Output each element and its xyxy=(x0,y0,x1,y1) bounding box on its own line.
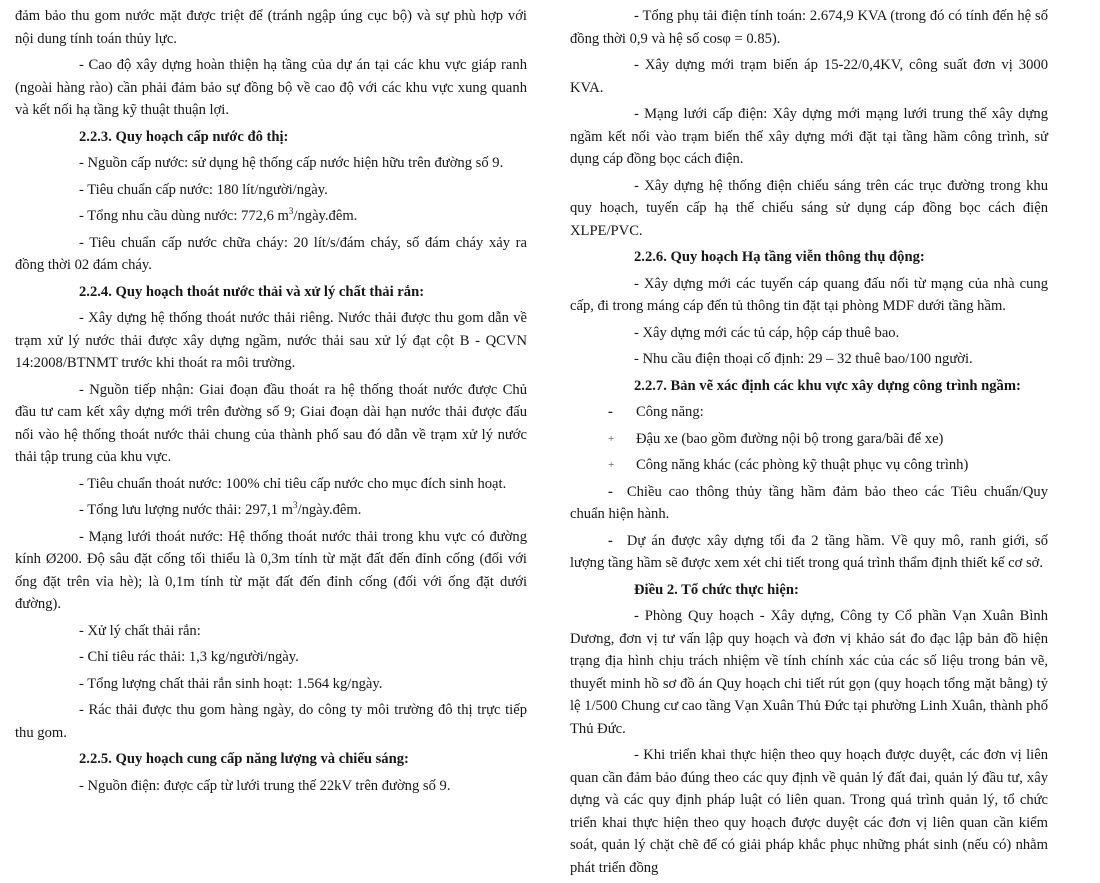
list-item-text: Dự án được xây dựng tối đa 2 tầng hầm. Về quy mô, ranh giới, số lượng tầng hầm sẽ được xem xét chi tiết trong quá trình thẩm định thiết kế cơ sở. xyxy=(570,532,1048,571)
list-item xyxy=(570,454,1048,477)
paragraph: - Khi triển khai thực hiện theo quy hoạch được duyệt, các đơn vị liên quan cần đảm bảo đúng theo các quy định về quản lý đất đai, quản lý đầu tư, xây dựng và các quy định pháp luật có liên quan. Trong quá trình quản lý, tổ chức triển khai thực hiện theo quy hoạch được duyệt các đơn vị liên quan cần kiểm soát, quản lý chặt chẽ để có giải pháp khắc phục những phát sinh (nếu có) nhằm phát triển đồng xyxy=(570,747,1048,876)
list-item-text: Đậu xe (bao gồm đường nội bộ trong gara/bãi để xe) xyxy=(636,430,944,447)
paragraph: - Mạng lưới cấp điện: Xây dựng mới mạng lưới trung thế xây dựng ngầm kết nối vào trạm biến thế xây dựng mới đặt tại tầng hầm công trình, sử dụng cáp đồng bọc cách điện. xyxy=(570,106,1048,167)
list-item-text: Chiều cao thông thủy tầng hầm đảm bảo theo các Tiêu chuẩn/Quy chuẩn hiện hành. xyxy=(570,483,1048,522)
list-item xyxy=(570,481,1048,526)
left-column xyxy=(15,5,527,801)
list-item xyxy=(570,401,1048,424)
paragraph: - Tiêu chuẩn cấp nước: 180 lít/người/ngày. xyxy=(79,181,328,198)
paragraph: - Tổng nhu cầu dùng nước: 772,6 $m^3/ngày.đêm$. xyxy=(79,206,358,224)
paragraph: - Phòng Quy hoạch - Xây dựng, Công ty Cổ phần Vạn Xuân Bình Dương, đơn vị tư vấn lập quy hoạch và đơn vị khảo sát đo đạc lập bản đồ hiện trạng địa hình chịu trách nhiệm về tính chính xác của các số liệu trong bản vẽ, thuyết minh hồ sơ đồ án Quy hoạch chi tiết rút gọn (quy hoạch tổng mặt bằng) tỷ lệ 1/500 Chung cư cao tầng Vạn Xuân Thủ Đức tại phường Linh Xuân, thành phố Thủ Đức. xyxy=(570,608,1048,737)
dash-bullet: - xyxy=(608,404,613,420)
list-item xyxy=(570,428,1048,451)
section-heading-2-2-5: 2.2.5. Quy hoạch cung cấp năng lượng và chiếu sáng: xyxy=(79,751,409,767)
paragraph: - Tổng lượng chất thải rắn sinh hoạt: 1.564 kg/ngày. xyxy=(79,675,383,692)
plus-bullet: + xyxy=(608,432,615,445)
section-heading-2-2-3: 2.2.3. Quy hoạch cấp nước đô thị: xyxy=(79,128,289,145)
plus-bullet: + xyxy=(608,459,615,471)
paragraph: - Chỉ tiêu rác thải: 1,3 kg/người/ngày. xyxy=(79,649,299,665)
paragraph: - Cao độ xây dựng hoàn thiện hạ tầng của dự án tại các khu vực giáp ranh (ngoài hàng rào) cần phải đảm bảo sự đồng bộ về cao độ với các khu vực xung quanh và kết nối hạ tầng kỹ thuật thuận lợi. xyxy=(15,57,527,118)
section-heading-2-2-6: 2.2.6. Quy hoạch Hạ tầng viễn thông thụ động: xyxy=(634,249,925,265)
paragraph: - Tiêu chuẩn thoát nước: 100% chỉ tiêu cấp nước cho mục đích sinh hoạt. xyxy=(79,475,507,492)
list-item-text: Công năng: xyxy=(636,404,704,420)
paragraph: - Nhu cầu điện thoại cố định: 29 – 32 thuê bao/100 người. xyxy=(634,351,973,367)
paragraph: - Rác thải được thu gom hàng ngày, do công ty môi trường đô thị trực tiếp thu gom. xyxy=(15,702,527,741)
paragraph: đảm bảo thu gom nước mặt được triệt để (tránh ngập úng cục bộ) và sự phù hợp với nội dung tính toán thủy lực. xyxy=(15,8,527,47)
right-column xyxy=(570,5,1048,883)
article-heading-dieu-2: Điều 2. Tổ chức thực hiện: xyxy=(634,581,799,598)
paragraph: - Nguồn tiếp nhận: Giai đoạn đầu thoát ra hệ thống thoát nước được Chủ đầu tư cam kết xây dựng mới trên đường số 9; Giai đoạn dài hạn nước thải được đấu nối vào hệ thống thoát nước thải chung của thành phố sau đó dẫn về trạm xử lý nước thải tập trung của khu vực. xyxy=(15,381,527,465)
paragraph: - Xử lý chất thải rắn: xyxy=(79,622,201,639)
paragraph: - Nguồn điện: được cấp từ lưới trung thế 22kV trên đường số 9. xyxy=(79,777,451,794)
paragraph: - Tiêu chuẩn cấp nước chữa cháy: 20 lít/s/đám cháy, số đám cháy xảy ra đồng thời 02 đám cháy. xyxy=(15,234,527,273)
paragraph: - Mạng lưới thoát nước: Hệ thống thoát nước thải trong khu vực có đường kính Ø200. Độ sâu đặt cống tối thiểu là 0,3m tính từ mặt đất đến đỉnh cống (đối với ống đặt trên vỉa hè); là 0,1m tính từ mặt đất đến đỉnh cống (đối với ống đặt dưới đường). xyxy=(15,528,527,612)
paragraph: - Xây dựng mới trạm biến áp 15-22/0,4KV, công suất đơn vị 3000 KVA. xyxy=(570,57,1048,96)
dash-bullet: - xyxy=(608,483,613,500)
paragraph: - Tổng phụ tải điện tính toán: 2.674,9 KVA (trong đó có tính đến hệ số đồng thời 0,9 và hệ số cosφ = 0.85). xyxy=(570,8,1048,47)
section-heading-2-2-4: 2.2.4. Quy hoạch thoát nước thải và xử lý chất thải rắn: xyxy=(79,283,425,300)
paragraph: - Xây dựng hệ thống thoát nước thải riêng. Nước thải được thu gom dẫn về trạm xử lý nước thải được xây dựng ngầm, nước thải sau xử lý đạt cột B - QCVN 14:2008/BTNMT trước khi thoát ra môi trường. xyxy=(15,310,527,371)
paragraph: - Xây dựng mới các tủ cáp, hộp cáp thuê bao. xyxy=(634,324,900,341)
paragraph: - Xây dựng hệ thống điện chiếu sáng trên các trục đường trong khu quy hoạch, tuyến cấp hạ thế chiếu sáng sử dụng cáp đồng bọc cách điện XLPE/PVC. xyxy=(570,177,1048,239)
paragraph: - Tổng lưu lượng nước thải: 297,1 $m^3/ngày.đêm$. xyxy=(79,500,362,518)
dash-bullet: - xyxy=(608,532,613,549)
list-item-text: Công năng khác (các phòng kỹ thuật phục vụ công trình) xyxy=(636,457,969,473)
list-item xyxy=(570,530,1048,575)
paragraph: - Xây dựng mới các tuyến cáp quang đấu nối từ mạng của nhà cung cấp, đi trong máng cáp đến tủ thông tin đặt tại phòng MDF dưới tầng hầm. xyxy=(570,275,1048,314)
paragraph: - Nguồn cấp nước: sử dụng hệ thống cấp nước hiện hữu trên đường số 9. xyxy=(79,155,504,171)
section-heading-2-2-7: 2.2.7. Bản vẽ xác định các khu vực xây dựng công trình ngầm: xyxy=(634,377,1021,394)
